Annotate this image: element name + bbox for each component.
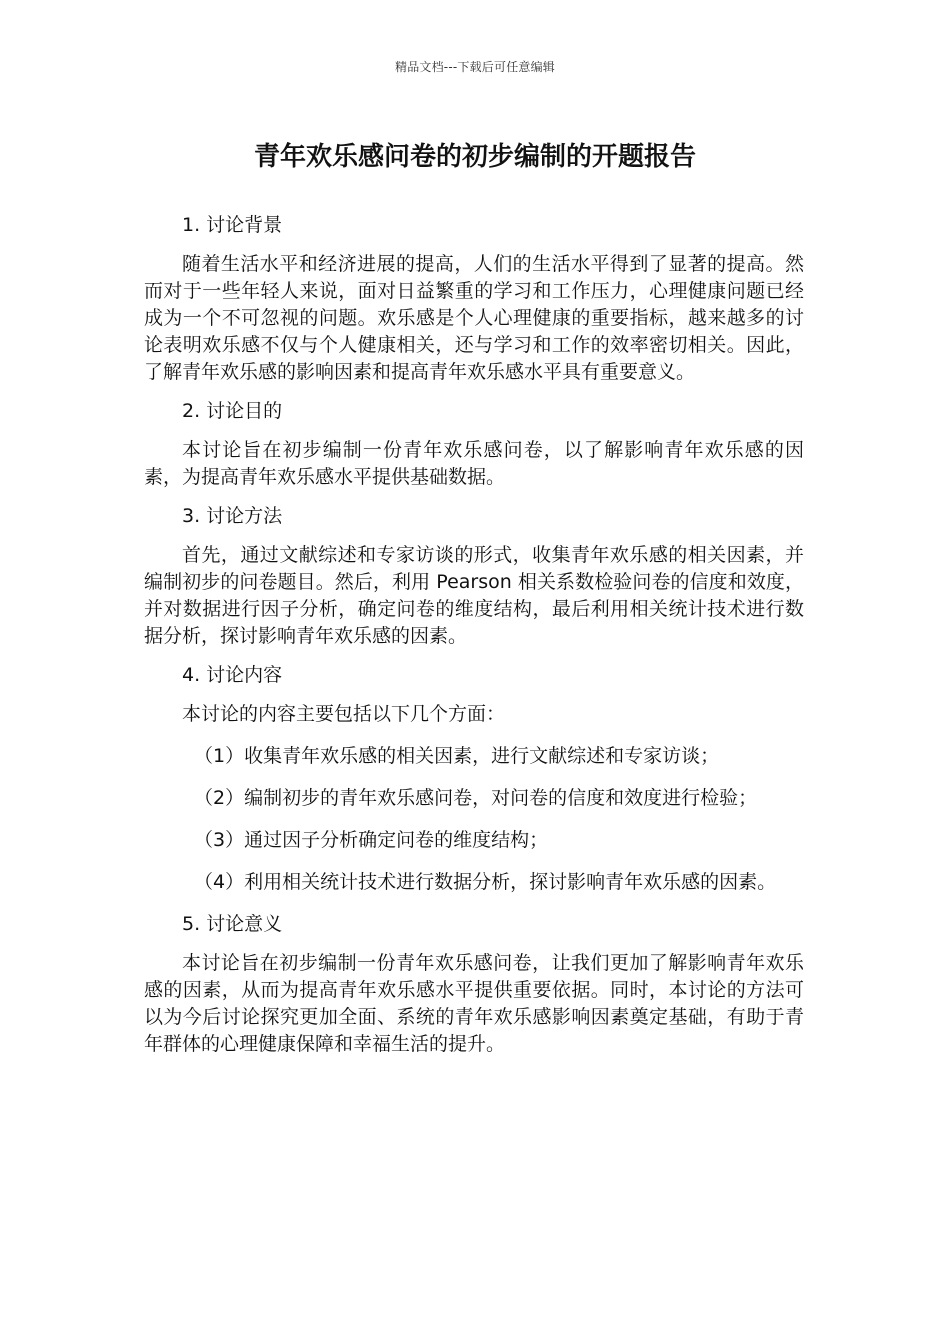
section-heading: 1. 讨论背景 xyxy=(182,214,283,236)
list-item: （3）通过因子分析确定问卷的维度结构； xyxy=(194,829,549,851)
document-body xyxy=(144,212,804,1070)
section-heading: 4. 讨论内容 xyxy=(182,664,283,686)
section-background xyxy=(144,212,804,386)
document-title: 青年欢乐感问卷的初步编制的开题报告 xyxy=(253,142,696,172)
list-item: （4）利用相关统计技术进行数据分析，探讨影响青年欢乐感的因素。 xyxy=(194,871,777,893)
body-paragraph: 随着生活水平和经济进展的提高，人们的生活水平得到了显著的提高。然而对于一些年轻人来说，面对日益繁重的学习和工作压力，心理健康问题已经成为一个不可忽视的问题。欢乐感是个人心理健康的重要指标，越来越多的讨论表明欢乐感不仅与个人健康相关，还与学习和工作的效率密切相关。因此，了解青年欢乐感的影响因素和提高青年欢乐感水平具有重要意义。 xyxy=(144,253,804,383)
section-significance xyxy=(144,911,804,1058)
section-heading: 5. 讨论意义 xyxy=(182,913,283,935)
body-paragraph: 本讨论旨在初步编制一份青年欢乐感问卷，以了解影响青年欢乐感的因素，为提高青年欢乐感水平提供基础数据。 xyxy=(144,439,804,488)
section-heading: 3. 讨论方法 xyxy=(182,505,283,527)
list-item: （2）编制初步的青年欢乐感问卷，对问卷的信度和效度进行检验； xyxy=(194,787,758,809)
body-paragraph: 本讨论旨在初步编制一份青年欢乐感问卷，让我们更加了解影响青年欢乐感的因素，从而为提高青年欢乐感水平提供重要依据。同时，本讨论的方法可以为今后讨论探究更加全面、系统的青年欢乐感影响因素奠定基础，有助于青年群体的心理健康保障和幸福生活的提升。 xyxy=(144,952,804,1055)
section-content xyxy=(144,662,804,896)
section-purpose xyxy=(144,398,804,491)
header-note: 精品文档---下载后可任意编辑 xyxy=(395,60,555,74)
section-method xyxy=(144,503,804,650)
list-item: （1）收集青年欢乐感的相关因素，进行文献综述和专家访谈； xyxy=(194,745,720,767)
section-heading: 2. 讨论目的 xyxy=(182,400,283,422)
list-intro: 本讨论的内容主要包括以下几个方面： xyxy=(182,703,506,725)
body-paragraph: 首先，通过文献综述和专家访谈的形式，收集青年欢乐感的相关因素，并编制初步的问卷题目。然后，利用 Pearson 相关系数检验问卷的信度和效度，并对数据进行因子分析，确定问卷的维度结构，最后利用相关统计技术进行数据分析，探讨影响青年欢乐感的因素。 xyxy=(144,544,804,647)
